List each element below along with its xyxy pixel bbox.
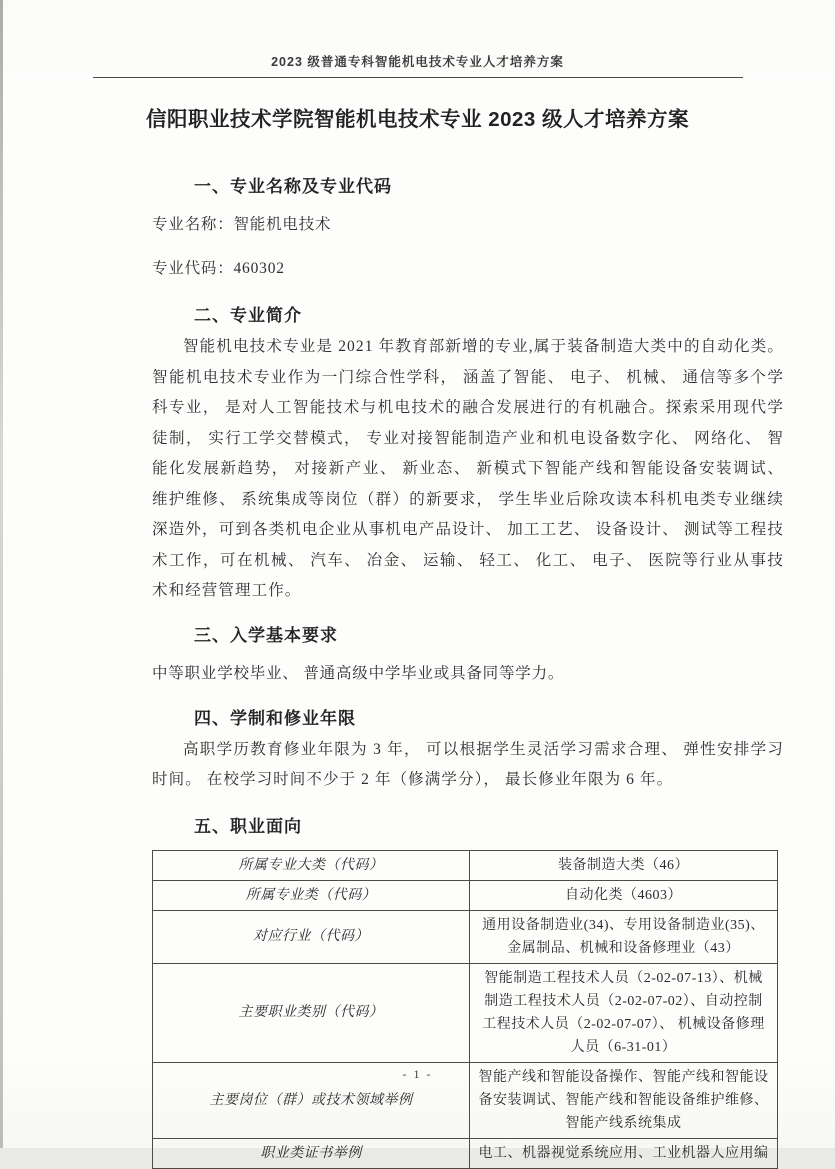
row-label: 主要岗位（群）或技术领域举例: [153, 1062, 470, 1138]
table-row-major-class: [153, 880, 778, 910]
section-heading-schooling-years: 四、学制和修业年限: [194, 708, 356, 728]
row-value: 电工、机器视觉系统应用、工业机器人应用编: [470, 1138, 778, 1168]
career-orientation-table: [152, 850, 778, 1169]
header-rule: [93, 77, 743, 78]
schooling-years-paragraph: 高职学历教育修业年限为 3 年， 可以根据学生灵活学习需求合理、 弹性安排学习时间。 在校学习时间不少于 2 年（修满学分）， 最长修业年限为 6 年。: [152, 740, 784, 788]
major-name-line: 专业名称：智能机电技术: [152, 216, 332, 233]
section-heading-admission-requirements: 三、入学基本要求: [194, 625, 338, 645]
running-header-text: 2023 级普通专科智能机电技术专业人才培养方案: [271, 55, 564, 69]
table-row-industry: [153, 910, 778, 963]
major-intro-paragraph: 智能机电技术专业是 2021 年教育部新增的专业,属于装备制造大类中的自动化类。智能机电技术专业作为一门综合性学科， 涵盖了智能、 电子、 机械、 通信等多个学科专业， 是对人工智能技术与机电技术的融合发展进行的有机融合。探索采用现代学徒制， 实行工学交替模式， 专业对接智能制造产业和机电设备数字化、 网络化、 智能化发展新趋势， 对接新产业、 新业态、 新模式下智能产线和智能设备安装调试、 维护维修、 系统集成等岗位（群）的新要求， 学生毕业后除攻读本科机电类专业继续深造外，可到各类机电企业从事机电产品设计、 加工工艺、 设备设计、 测试等工程技术工作，可在机械、 汽车、 冶金、 运输、 轻工、 化工、 电子、 医院等行业从事技术和经营管理工作。: [152, 338, 784, 599]
admission-requirements-text: 中等职业学校毕业、 普通高级中学毕业或具备同等学力。: [152, 664, 565, 682]
row-label: 所属专业类（代码）: [153, 880, 470, 910]
running-header: [0, 0, 835, 70]
major-code-line: 专业代码：460302: [152, 260, 285, 277]
section-heading-career-orientation: 五、职业面向: [194, 816, 302, 836]
row-value: 通用设备制造业(34)、专用设备制造业(35)、金属制品、机械和设备修理业（43）: [470, 910, 778, 963]
table-row-certificates: [153, 1138, 778, 1168]
row-label: 所属专业大类（代码）: [153, 850, 470, 880]
row-label: 主要职业类别（代码）: [153, 963, 470, 1062]
section-heading-major-intro: 二、专业简介: [194, 306, 302, 325]
scan-edge-artifact: [0, 0, 3, 1148]
section-heading-major-name-code: 一、专业名称及专业代码: [194, 177, 392, 196]
document-body: [152, 172, 784, 1169]
row-value: 自动化类（4603）: [470, 880, 778, 910]
table-row-major-category: [153, 850, 778, 880]
row-value: 装备制造大类（46）: [470, 850, 778, 880]
page-title: 信阳职业技术学院智能机电技术专业 2023 级人才培养方案: [146, 108, 689, 131]
page-number: - 1 -: [402, 1067, 433, 1081]
row-label: 职业类证书举例: [153, 1138, 470, 1168]
row-value: 智能制造工程技术人员（2-02-07-13）、机械制造工程技术人员（2-02-07-02）、自动控制工程技术人员（2-02-07-07）、 机械设备修理人员（6-31-01）: [470, 963, 778, 1062]
table-row-occupation-category: [153, 963, 778, 1062]
row-label: 对应行业（代码）: [153, 910, 470, 963]
row-value: 智能产线和智能设备操作、智能产线和智能设备安装调试、智能产线和智能设备维护维修、智能产线系统集成: [470, 1062, 778, 1138]
